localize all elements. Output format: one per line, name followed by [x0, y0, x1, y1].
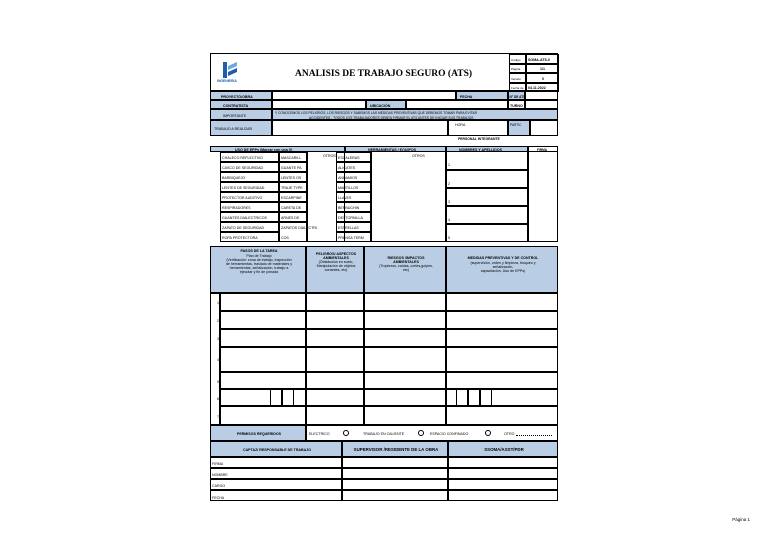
herramienta-item: ESCALERAS: [338, 156, 360, 160]
partic-label: PARTIC: [510, 123, 522, 127]
epp-item: CHALECO REFLECTIVO: [222, 156, 263, 160]
paso-row[interactable]: [217, 329, 306, 347]
herramientas-otros-area[interactable]: [371, 152, 446, 242]
meta-table: [509, 54, 559, 92]
pasos-heading: PASOS DE LA TAREA: [240, 249, 278, 253]
herramientas-heading: HERRAMIENTAS / EQUIPOS: [368, 148, 417, 152]
signature-grid: [210, 457, 558, 501]
peligros-heading: PELIGROS/ ASPECTOS AMBIENTALES: [315, 252, 357, 260]
pasos-table: [210, 293, 558, 425]
permisos-heading-cell: [210, 425, 306, 441]
sig-supervisor-cell[interactable]: [342, 479, 448, 490]
paso-number: 3: [217, 337, 219, 341]
paso-row[interactable]: [217, 347, 306, 372]
sig-heading: SUPERVISOR /RESIDENTE DE LA OBRA: [353, 447, 439, 452]
sig-ssoma-cell[interactable]: [448, 468, 558, 479]
permisos-heading: PERMISOS REQUERIDOS: [236, 432, 282, 436]
sig-heading: CAPTAZ/ RESPONSABLE DE TRABAJO: [242, 448, 312, 452]
sig-row-label: FECHA: [212, 496, 225, 500]
form-header: [210, 53, 558, 91]
personal-integrante-label: PERSONAL INTEGRANTE: [458, 137, 500, 141]
sig-col-supervisor: [342, 441, 448, 457]
contratista-label-cell: [210, 100, 272, 109]
paso-number: 2: [217, 319, 219, 323]
sig-fecha-row[interactable]: [210, 490, 342, 501]
integrante-row[interactable]: [446, 170, 528, 188]
permiso-confinado-radio[interactable]: [485, 430, 491, 436]
n-ats-input[interactable]: [525, 91, 558, 100]
form-title: ANALISIS DE TRABAJO SEGURO (ATS): [295, 69, 473, 79]
riesgos-sub: etc): [403, 268, 409, 272]
epp-item: CASCO DE SEGURIDAD: [222, 166, 264, 170]
paso-number: 7: [217, 415, 219, 419]
integrante-number: 5: [448, 236, 450, 240]
medidas-heading: MEDIDAS PREVENTIVAS Y DE CONTROL: [467, 256, 539, 260]
sig-row-label: NOMBRE: [212, 473, 228, 477]
herramienta-item: BERBUCHIN: [338, 206, 360, 210]
meta-date: 04.11.2022: [528, 86, 546, 90]
integrante-number: 1: [448, 163, 450, 167]
peligros-heading-cell: [306, 246, 364, 293]
trabajo-label: TRABAJO A REALIZAR: [214, 127, 253, 131]
epp-item: ROPA PROTECTORA: [222, 236, 258, 240]
contratista-input[interactable]: [272, 100, 366, 109]
importante-text-cell: [272, 109, 558, 120]
epp-item: PROTECTOR AUDITIVO: [222, 196, 263, 200]
importante-label-cell: [210, 109, 272, 120]
fecha-label: FECHA: [460, 94, 473, 99]
integrante-row[interactable]: [446, 152, 528, 170]
hora-label: HORA: [455, 123, 466, 127]
pasos-sub: herramientas, señalización, trabajo a: [229, 266, 289, 270]
sig-nombre-row[interactable]: [210, 468, 342, 479]
proyecto-label: PROYECTO/OBRA: [221, 94, 253, 99]
herramienta-item: LLAVES: [338, 196, 352, 200]
epp-item: ARNES DE: [281, 216, 300, 220]
sig-heading: SSOMA/ASST/PDR: [484, 447, 524, 452]
epp-heading: USO DE EPPs (Marcar con una X): [235, 148, 293, 152]
sig-supervisor-cell[interactable]: [342, 468, 448, 479]
permiso-label: TRABAJO EN CALIENTE: [363, 432, 405, 436]
paso-number: 6: [217, 397, 219, 401]
pasos-heading-cell: [210, 246, 306, 293]
hora-cell[interactable]: [448, 120, 508, 136]
importante-text-line: ACCIDENTES - TODOS LOS TRABAJADORES DEBEN FIRMAR EL ATS ANTES DE INICIAR SUS TRABAJOS: [309, 115, 474, 120]
fecha-label-cell: [456, 91, 508, 100]
riesgos-heading: RIESGOS /IMPACTOS AMBIENTALES: [387, 256, 425, 264]
epp-item: ESCARPINE: [281, 196, 302, 200]
permiso-caliente-radio[interactable]: [418, 430, 424, 436]
paso-number: 1: [217, 301, 219, 305]
permiso-confinado[interactable]: [430, 432, 468, 436]
permiso-label: ESPACIO CONFINADO: [430, 432, 469, 436]
turno-label-cell: [508, 100, 525, 109]
meta-label: Versión: [511, 76, 522, 81]
pasos-sub: ejecutar y fin de jornada: [239, 270, 279, 274]
firma-heading: FIRMA: [537, 148, 548, 152]
sig-ssoma-cell[interactable]: [448, 457, 558, 468]
herramienta-item: MARTILLOS: [338, 186, 359, 190]
paso-row[interactable]: [217, 311, 306, 329]
paso-number: 4: [217, 358, 219, 362]
riesgos-heading-cell: [364, 246, 446, 293]
importante-text-line: Y CONOCEMOS LOS PELIGROS, LOS RIESGOS Y SABEMOS LAS MEDIDAS PREVENTIVAS QUE DEBEMOS TOMAR PARA EVITAR: [275, 111, 477, 115]
partic-input[interactable]: [530, 120, 558, 136]
herramienta-item: ANDAMIOS: [338, 176, 358, 180]
epp-item: COS: [281, 236, 289, 240]
permiso-otro[interactable]: [504, 432, 514, 436]
sig-col-captaz: [210, 441, 342, 457]
epp-grid: [210, 152, 558, 242]
permiso-electrico[interactable]: [309, 432, 330, 436]
paso-row[interactable]: [217, 406, 306, 425]
epp-item: GUANTES DIALECTRICOS: [222, 216, 267, 220]
pasos-sub: (Verificación: zona de trabajo, inspección: [226, 258, 292, 262]
page-number: Página 1: [732, 517, 750, 522]
trabajo-input[interactable]: [272, 120, 448, 136]
turno-input[interactable]: [525, 100, 558, 109]
sig-ssoma-cell[interactable]: [448, 490, 558, 501]
ubicacion-input[interactable]: [406, 100, 508, 109]
peligros-sub: (Obstáculos en suelo,: [318, 260, 354, 264]
sig-row-label: FIRMA: [212, 462, 224, 466]
n-ats-label: N° DE ATS: [509, 94, 526, 99]
importante-label: IMPORTANTE: [223, 113, 247, 118]
permisos-options: [306, 425, 558, 441]
logo-text: INGENIERIA: [217, 79, 237, 83]
sig-cargo-row[interactable]: [210, 479, 342, 490]
permiso-electrico-radio[interactable]: [343, 430, 349, 436]
medidas-sub: (supervisión, orden y limpieza, bloqueo y: [470, 261, 536, 265]
firma-column[interactable]: [528, 152, 558, 242]
sig-firma-row[interactable]: [210, 457, 342, 468]
sig-supervisor-cell[interactable]: [342, 457, 448, 468]
peligros-sub: cortantes, etc): [324, 268, 348, 272]
partic-cell: [508, 120, 530, 136]
pasos-sub: Plan de Trabajo: [246, 254, 272, 258]
ubicacion-label-cell: [366, 100, 406, 109]
permiso-caliente[interactable]: [363, 432, 404, 436]
nombres-heading: NOMBRES Y APELLIDOS: [459, 148, 503, 152]
paso-number: 5: [217, 380, 219, 384]
sig-row-label: CARGO: [212, 484, 226, 488]
pasos-sub: de herramientas, traslado de materiales y: [225, 262, 293, 266]
epp-item: RESPIRADORES: [222, 206, 251, 210]
sig-col-ssoma: [448, 441, 558, 457]
meta-label: Fecha de: [511, 86, 524, 90]
meta-label: Código: [511, 57, 521, 62]
integrante-number: 4: [448, 218, 450, 222]
sig-ssoma-cell[interactable]: [448, 479, 558, 490]
sig-supervisor-cell[interactable]: [342, 490, 448, 501]
epp-item: CARETA DE: [281, 206, 302, 210]
herramienta-item: PRENSA TERM: [338, 236, 364, 240]
integrante-row[interactable]: [446, 224, 528, 242]
trabajo-label-cell: [210, 120, 272, 136]
integrante-row[interactable]: [446, 188, 528, 206]
epp-item: LENTES DE SEGURIDAD: [222, 186, 265, 190]
integrante-number: 3: [448, 200, 450, 204]
epp-item: ZAPATOS DIALECTRI: [281, 226, 317, 230]
meta-page: 1/1: [540, 67, 545, 71]
proyecto-input[interactable]: [272, 91, 456, 100]
epp-item: BARBIQUEJO: [222, 176, 246, 180]
herramienta-item: ESTRELLAS: [338, 226, 359, 230]
integrante-number: 2: [448, 182, 450, 186]
herramienta-item: DESTORNILLA: [338, 216, 363, 220]
epp-item: GUANTE PA: [281, 166, 302, 170]
herramienta-item: ALICATES: [338, 166, 356, 170]
meta-code: SOMA-ATS.0: [528, 57, 550, 62]
medidas-sub: señalización,: [492, 265, 514, 269]
meta-label: Página: [511, 67, 521, 71]
meta-version: 0: [542, 76, 544, 81]
medidas-sub: capacitación, Uso de EPPs): [480, 269, 526, 273]
permiso-label: OTRO: [504, 432, 515, 436]
epp-item: LENTES OS: [281, 176, 302, 180]
paso-row[interactable]: [217, 372, 306, 389]
riesgos-sub: (Tropiezos, caídas, cortes,golpes,: [379, 264, 433, 268]
epp-item: MASCARILL: [281, 156, 302, 160]
peligros-sub: Manipulación de objetos: [316, 264, 356, 268]
turno-label: TURNO: [510, 103, 523, 108]
paso-row[interactable]: [217, 293, 306, 311]
epp-item: ZAPATO DE SEGURIDAD: [222, 226, 265, 230]
company-logo: [217, 58, 243, 88]
integrante-row[interactable]: [446, 206, 528, 224]
permiso-label: ELECTRICO: [309, 432, 330, 436]
nats-label-cell: [508, 91, 525, 100]
epp-item: TRAJE TYPE: [281, 186, 303, 190]
medidas-heading-cell: [446, 246, 558, 293]
permiso-otro-line[interactable]: [516, 435, 552, 436]
ubicacion-label: UBICACIÓN: [370, 103, 391, 108]
contratista-label: CONTRATISTA: [223, 103, 249, 108]
herramientas-otros-label: OTROS: [412, 154, 425, 158]
proyecto-label-cell: [210, 91, 272, 100]
epp-otros-label: OTROS: [323, 154, 336, 158]
